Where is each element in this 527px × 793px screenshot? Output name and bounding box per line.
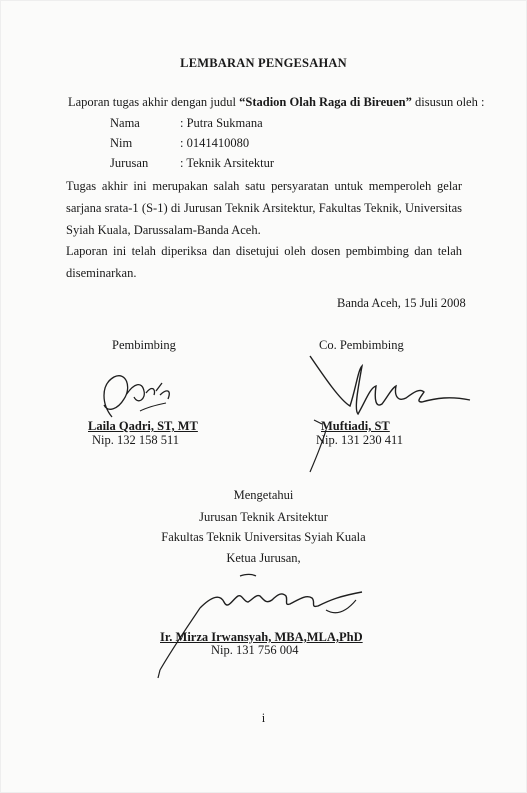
student-jurusan-value: : Teknik Arsitektur — [180, 156, 275, 170]
paragraph-2-text: Laporan ini telah diperiksa dan disetujui oleh dosen pembimbing dan telah diseminarkan. — [66, 244, 462, 280]
intro-before: Laporan tugas akhir dengan judul — [68, 95, 240, 109]
student-name-label: Nama — [110, 116, 140, 130]
mengetahui-line-4: Ketua Jurusan, — [226, 551, 301, 565]
intro-after: disusun oleh : — [411, 95, 485, 109]
paragraph-2 — [66, 240, 462, 284]
ketua-jurusan-name: Ir. Mirza Irwansyah, MBA,MLA,PhD — [160, 630, 363, 644]
pembimbing-role: Pembimbing — [112, 338, 176, 352]
ketua-jurusan-nip: Nip. 131 756 004 — [211, 643, 299, 657]
student-nim-label: Nim — [110, 136, 133, 150]
paragraph-1 — [66, 175, 462, 241]
mengetahui-line-1: Mengetahui — [233, 488, 294, 502]
co-pembimbing-role: Co. Pembimbing — [319, 338, 404, 352]
mengetahui-line-3: Fakultas Teknik Universitas Syiah Kuala — [161, 530, 366, 544]
pembimbing-nip: Nip. 132 158 511 — [92, 433, 180, 447]
place-date: Banda Aceh, 15 Juli 2008 — [337, 296, 466, 310]
co-pembimbing-nip: Nip. 131 230 411 — [316, 433, 404, 447]
intro-line — [68, 95, 484, 109]
co-pembimbing-name: Muftiadi, ST — [321, 419, 390, 433]
page-title: LEMBARAN PENGESAHAN — [180, 56, 347, 70]
paragraph-1-text: Tugas akhir ini merupakan salah satu persyaratan untuk memperoleh gelar sarjana srata-1 (S-1) di Jurusan Teknik Arsitektur, Fakultas Teknik, Universitas Syiah Kuala, Darussalam-Banda Aceh. — [66, 179, 462, 237]
student-jurusan-label: Jurusan — [110, 156, 149, 170]
pembimbing-name: Laila Qadri, ST, MT — [88, 419, 198, 433]
page-number: i — [261, 711, 266, 725]
student-name-value: : Putra Sukmana — [180, 116, 263, 130]
report-title: “Stadion Olah Raga di Bireuen” — [239, 95, 412, 109]
mengetahui-line-2: Jurusan Teknik Arsitektur — [199, 510, 328, 524]
student-nim-value: : 0141410080 — [180, 136, 250, 150]
